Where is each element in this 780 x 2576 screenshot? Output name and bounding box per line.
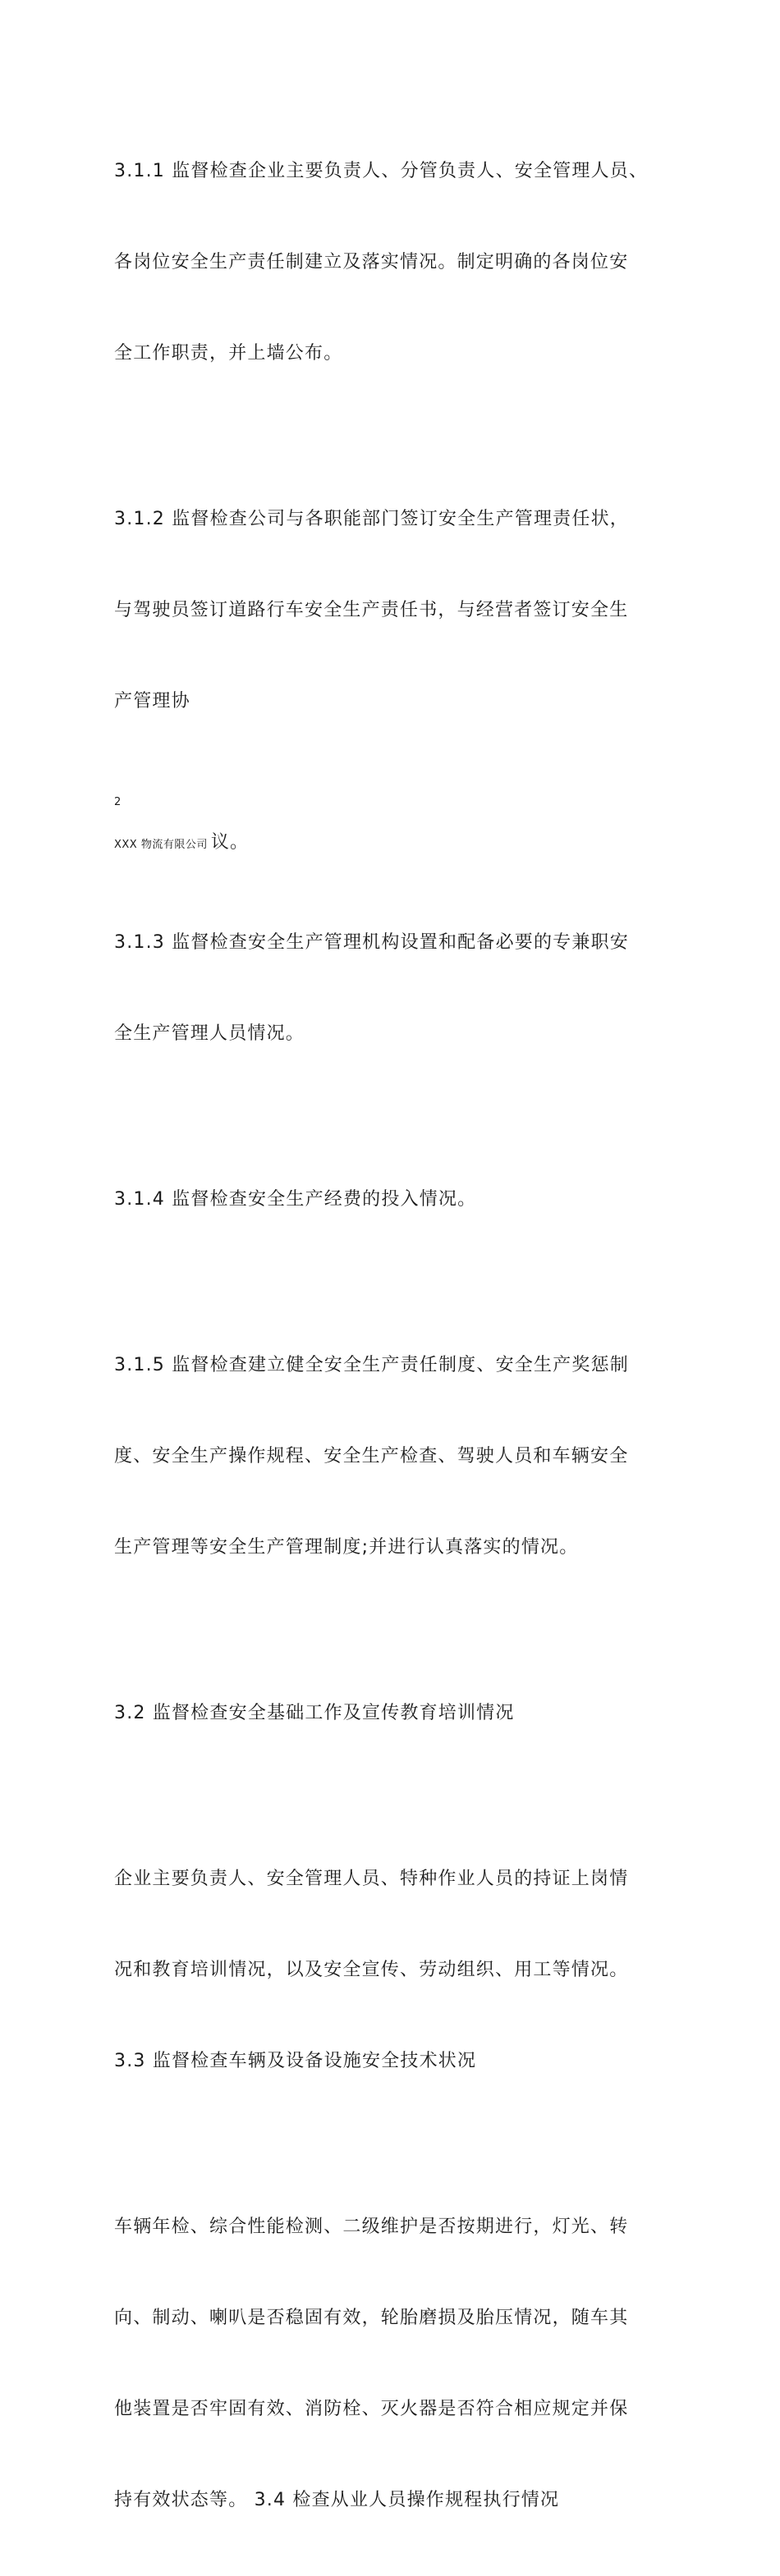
paragraph-3-1-2 (114, 443, 672, 777)
text-line: 3.1.2 监督检查公司与各职能部门签订安全生产管理责任状， (114, 509, 629, 529)
continued-text: 议。 (210, 832, 250, 853)
company-name: XXX 物流有限公司 (114, 839, 208, 851)
paragraph-3-1-3 (114, 867, 672, 1110)
text-line: 各岗位安全生产责任制建立及落实情况。制定明确的各岗位安 (114, 252, 629, 272)
page-footer (114, 828, 672, 853)
text-line: 况和教育培训情况，以及安全宣传、劳动组织、用工等情况。 (114, 1960, 629, 1980)
text-line: 3.1.5 监督检查建立健全安全生产责任制度、安全生产奖惩制 (114, 1355, 629, 1375)
page-number: 2 (114, 796, 122, 808)
text-line: 车辆年检、综合性能检测、二级维护是否按期进行，灯光、转 (114, 2217, 629, 2237)
text-line: 3.1.1 监督检查企业主要负责人、分管负责人、安全管理人员、 (114, 161, 649, 181)
text-line: 全生产管理人员情况。 (114, 1023, 305, 1044)
text-line: 全工作职责，并上墙公布。 (114, 343, 343, 364)
heading-3-2 (114, 1637, 672, 1789)
document-page (114, 95, 672, 2576)
paragraph-3-3-body (114, 2151, 672, 2576)
paragraph-3-2-body (114, 1803, 672, 2137)
text-line: 3.3 监督检查车辆及设备设施安全技术状况 (114, 2051, 477, 2071)
text-line: 与驾驶员签订道路行车安全生产责任书，与经营者签订安全生 (114, 600, 629, 620)
text-line: 3.2 监督检查安全基础工作及宣传教育培训情况 (114, 1703, 515, 1723)
text-line: 持有效状态等。 3.4 检查从业人员操作规程执行情况 (114, 2490, 560, 2510)
text-line: 向、制动、喇叭是否稳固有效，轮胎磨损及胎压情况，随车其 (114, 2308, 629, 2328)
paragraph-3-1-4 (114, 1123, 672, 1275)
text-line: 他装置是否牢固有效、消防栓、灭火器是否符合相应规定并保 (114, 2399, 629, 2419)
text-line: 产管理协 (114, 691, 190, 711)
text-line: 企业主要负责人、安全管理人员、特种作业人员的持证上岗情 (114, 1869, 629, 1889)
paragraph-3-1-5 (114, 1289, 672, 1623)
text-line: 生产管理等安全生产管理制度;并进行认真落实的情况。 (114, 1537, 579, 1558)
text-line: 3.1.4 监督检查安全生产经费的投入情况。 (114, 1189, 477, 1210)
paragraph-3-1-1 (114, 95, 672, 429)
text-line: 度、安全生产操作规程、安全生产检查、驾驶人员和车辆安全 (114, 1446, 629, 1466)
text-line: 3.1.3 监督检查安全生产管理机构设置和配备必要的专兼职安 (114, 932, 629, 953)
